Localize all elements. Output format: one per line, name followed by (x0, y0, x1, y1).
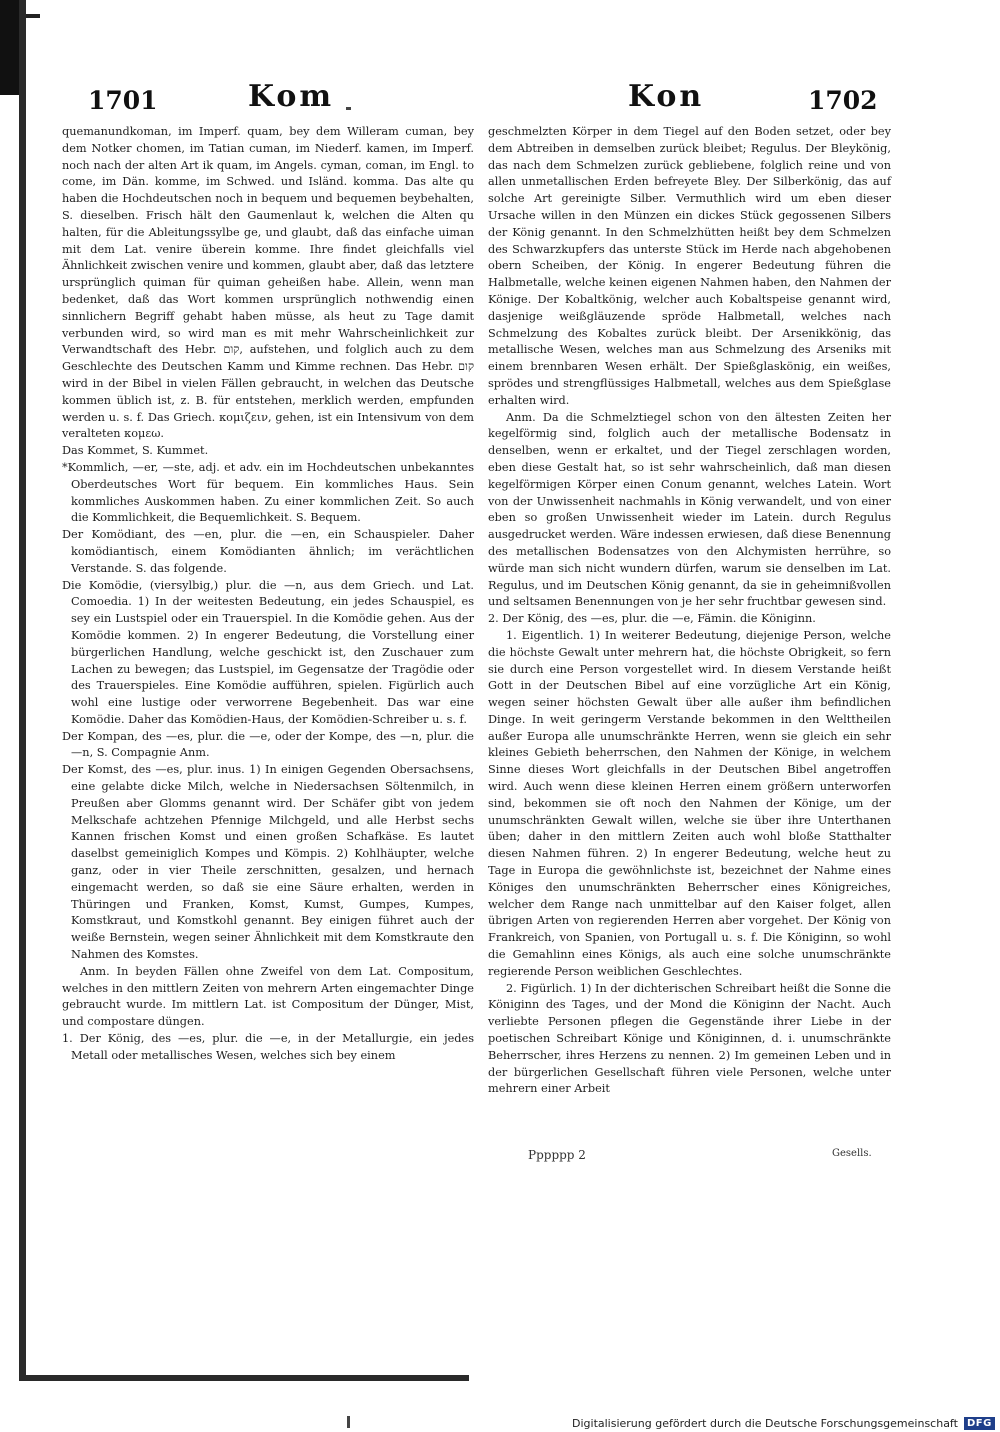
running-head-right: Kon (628, 79, 705, 114)
entry-koenig-2-literal: 1. Eigentlich. 1) In weiterer Bedeutung, diejenige Person, welche die höchste Gewalt unter mehrern hat, die höchste Obrigkeit, so fern sie durch eine Person vorgestellet wird. In diesem Verstande heißt Gott in der Deutschen Bibel auf eine vorzügliche Art ein König, wegen seiner höchsten Gewalt über alle außer ihm befindlichen Dinge. In weit geringerm Verstande bekommen in den Welttheilen außer Europa alle unumschränkte Herren, wenn sie gleich ein sehr kleines Gebieth beherrschen, den Nahmen der Könige, in welchem Sinne dieses Wort gleichfalls in der Deutschen Bibel angetroffen wird. Auch wenn diese kleinen Herren einem größern unterworfen sind, bekommen sie oft noch den Nahmen der Könige, um der unumschränkten Gewalt willen, welche sie über ihre Unterthanen üben; daher in den mittlern Zeiten auch wohl bloße Statthalter diesen Nahmen führen. 2) In engerer Bedeutung, welche heut zu Tage in Europa die gewöhnlichste ist, bezeichnet der Nahme eines Königes den unumschränkten Beherrscher eines Königreiches, welcher dem Range nach unmittelbar auf den Kaiser folget, allen übrigen Arten von regierenden Herren aber vorgehet. Der König von Frankreich, von Spanien, von Portugall u. s. f. Die Königinn, so wohl die Gemahlinn eines Königs, als auch eine solche unumschränkte regierende Person weiblichen Geschlechtes. (488, 628, 891, 978)
digitization-credit (572, 1417, 995, 1430)
entry-komoedie: Die Komödie, (viersylbig,) plur. die —n, aus dem Griech. und Lat. Comoedia. 1) In der weitesten Bedeutung, ein jedes Schauspiel, es sey ein Lustspiel oder ein Trauerspiel. In die Komödie gehen. Aus der Komödie kommen. 2) In engerer Bedeutung, die Vorstellung einer bürgerlichen Handlung, welche geschickt ist, den Zuschauer zum Lachen zu bewegen; das Lustspiel, im Gegensatze der Tragödie oder des Trauerspieles. Eine Komödie aufführen, spielen. Figürlich auch wohl eine lustige oder verworrene Begebenheit. Das war eine Komödie. Daher das Komödien-Haus, der Komödien-Schreiber u. s. f. (62, 578, 474, 726)
entry-kommen-etymology: quemanundkoman, im Imperf. quam, bey dem Willeram cuman, bey dem Notker chomen, im Tatian cuman, im Niederf. kamen, im Imperf. noch nach der alten Art ik quam, im Angels. cyman, coman, im Engl. to come, im Dän. komme, im Schwed. und Isländ. komma. Das alte qu haben die Hochdeutschen noch in bequem und bequemen beybehalten, S. dieselben. Frisch hält den Gaumenlaut k, welchen die Alten qu halten, für die Ableitungssylbe ge, und glaubt, daß das einfache uiman mit dem Lat. venire überein komme. Ihre findet gleichfalls viel Ähnlichkeit zwischen venire und kommen, glaubt aber, daß das letztere ursprünglich quiman für quiman geheißen habe. Allein, wenn man bedenket, daß das Wort kommen ursprünglich nothwendig einen sinnlichern Begriff gehabt haben müsse, als heut zu Tage damit verbunden wird, so wird man es mit mehr Wahrscheinlichkeit zur Verwandtschaft des Hebr. קום, aufstehen, und folglich auch zu dem Geschlechte des Deutschen Kamm und Kimme rechnen. Das Hebr. קום wird in der Bibel in vielen Fällen gebraucht, in welchen das Deutsche kommen üblich ist, z. B. für entstehen, merklich werden, empfunden werden u. s. f. Das Griech. κομιζειν, gehen, ist ein Intensivum von dem veralteten κομεω. (62, 125, 474, 441)
scan-tick (347, 1416, 350, 1428)
running-head-left: Kom (248, 79, 335, 114)
page-bottom-edge (19, 1375, 469, 1381)
left-column (62, 124, 474, 1065)
entry-koenig-1-note: Anm. Da die Schmelztiegel schon von den ältesten Zeiten her kegelförmig sind, folglich auch der metallische Bodensatz in denselben, wenn er erkaltet, und der Tiegel zerschlagen worden, eben diese Gestalt hat, so ist sehr wahrscheinlich, daß man diesen kegelförmigen Körper einen Conum genannt, welches Latein. Wort von der Unwissenheit nachmahls in König verwandelt, und von einer eben so großen Unwissenheit wieder im Latein. durch Regulus ausgedrucket werden. Wäre indessen erwiesen, daß diese Benennung des metallischen Bodensatzes von den Alchymisten herrühre, so würde man sich nicht wundern dürfen, warum sie denselben im Lat. Regulus, und im Deutschen König genannt, da sie in geheimnißvollen und seltsamen Benennungen von je her sehr fruchtbar gewesen sind. (488, 410, 891, 609)
scan-speck (346, 107, 351, 110)
entry-koenig-2: 2. Der König, des —es, plur. die —e, Fämin. die Königinn. (488, 612, 816, 626)
entry-komst: Der Komst, des —es, plur. inus. 1) In einigen Gegenden Obersachsens, eine gelabte dicke Milch, welche in Niedersachsen Söltenmilch, in Preußen aber Glomms genannt wird. Der Schäfer gibt von jedem Melkschafe achtzehen Pfennige Milchgeld, und alle Herbst sechs Kannen frischen Komst und einen großen Schafkäse. Es lautet daselbst gemeiniglich Kompes und Kömpis. 2) Kohlhäupter, welche ganz, oder in vier Theile zerschnitten, gesalzen, und hernach eingemacht werden, so daß sie eine Säure erhalten, werden in Thüringen und Franken, Komst, Kumst, Gumpes, Kumpes, Komstkraut, und Komstkohl genannt. Bey einigen führet auch der weiße Bernstein, wegen seiner Ähnlichkeit mit dem Komstkraute den Nahmen des Komstes. (62, 763, 474, 962)
entry-kommlich: *Kommlich, —er, —ste, adj. et adv. ein im Hochdeutschen unbekanntes Oberdeutsches Wort für bequem. Ein kommliches Haus. Sein kommliches Auskommen haben. Zu einer kommlichen Zeit. So auch die Kommlichkeit, die Bequemlichkeit. S. Bequem. (62, 460, 474, 525)
page-edge-line (19, 0, 26, 1380)
page-number-right: 1702 (808, 86, 878, 115)
credit-text: Digitalisierung gefördert durch die Deutsche Forschungsgemeinschaft (572, 1417, 958, 1430)
catchword: Gesells. (832, 1148, 872, 1159)
entry-koenig-2-figurative: 2. Figürlich. 1) In der dichterischen Schreibart heißt die Sonne die Königinn des Tages, und der Mond die Königinn der Nacht. Auch verliebte Personen pflegen die Gegenstände ihrer Liebe in der poetischen Schreibart Könige und Königinnen, d. i. unumschränkte Beherrscher, ihres Herzens zu nennen. 2) Im gemeinen Leben und in der bürgerlichen Gesellschaft führen viele Personen, welche unter mehrern einer Arbeit (488, 981, 891, 1096)
entry-koenig-1-cont: geschmelzten Körper in dem Tiegel auf den Boden setzet, oder bey dem Abtreiben in demselben zurück bleibet; Regulus. Der Bleykönig, das nach dem Schmelzen zurück gebliebene, folglich reine und von allen unmetallischen Erden befreyete Bley. Der Silberkönig, das auf solche Art gereinigte Silber. Vermuthlich wird um eben dieser Ursache willen in den Münzen ein dickes Stück gegossenen Silbers der König genannt. In den Schmelzhütten heißt bey dem Schmelzen des Schwarzkupfers das unterste Stück im Herde nach abgehobenen obern Scheiben, der König. In engerer Bedeutung führen die Halbmetalle, welche keinen eigenen Nahmen haben, den Nahmen der Könige. Der Kobaltkönig, welcher auch Kobaltspeise genannt wird, dasjenige weißgläuzende spröde Halbmetall, welches nach Schmelzung des Kobaltes zurück bleibt. Der Arsenikkönig, das metallische Wesen, welches man aus Schmelzung des Arseniks mit einem brennbaren Wesen erhält. Der Spießglaskönig, ein weißes, sprödes und strengflüssiges Halbmetall, welches aus dem Spießglase erhalten wird. (488, 125, 891, 407)
entry-kommet: Das Kommet, S. Kummet. (62, 444, 209, 458)
entry-komoediant: Der Komödiant, des —en, plur. die —en, ein Schauspieler. Daher komödiantisch, einem Komödianten ähnlich; im verächtlichen Verstande. S. das folgende. (62, 528, 474, 575)
entry-komst-note: Anm. In beyden Fällen ohne Zweifel von dem Lat. Compositum, welches in den mittlern Zeiten von mehrern Arten eingemachter Dinge gebraucht wurde. Im mittlern Lat. ist Compositum der Dünger, Mist, und compostare düngen. (62, 964, 474, 1029)
entry-kompan: Der Kompan, des —es, plur. die —e, oder der Kompe, des —n, plur. die —n, S. Compagnie Anm. (62, 729, 474, 760)
entry-koenig-1: 1. Der König, des —es, plur. die —e, in der Metallurgie, ein jedes Metall oder metallisches Wesen, welches sich bey einem (62, 1032, 474, 1062)
page-number-left: 1701 (88, 86, 158, 115)
right-column (488, 124, 891, 1098)
signature-mark: Pppppp 2 (528, 1148, 586, 1162)
dfg-logo: DFG (964, 1417, 995, 1430)
